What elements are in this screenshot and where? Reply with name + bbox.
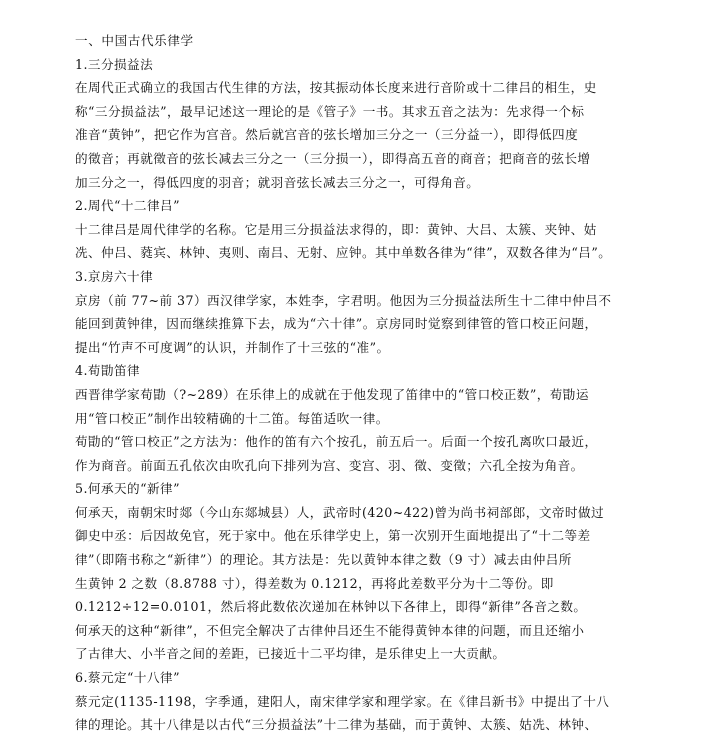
text-line: 提出“竹声不可度调”的认识，并制作了十三弦的“准”。 [75,339,390,355]
text-line: 何承天，南朝宋时郯（今山东郯城县）人，武帝时(420~422)曾为尚书祠部郎，文帝时做过 [75,504,605,520]
text-line: 何承天的这种“新律”，不但完全解决了古律仲吕还生不能得黄钟本律的问题，而且还缩小 [75,622,585,638]
text-line: 2.周代“十二律吕” [75,198,180,214]
text-line: 称“三分损益法”，最早记述这一理论的是《管子》一书。其求五音之法为：先求得一个标 [75,103,585,119]
text-line: 准音“黄钟”，把它作为宫音。然后就宫音的弦长增加三分之一（三分益一），即得低四度 [75,127,579,143]
text-line: 冼、仲吕、蕤宾、林钟、夷则、南吕、无射、应钟。其中单数各律为“律”，双数各律为“吕”。 [75,245,612,261]
text-line: 蔡元定(1135-1198，字季通，建阳人，南宋律学家和理学家。在《律吕新书》中提出了十八 [75,693,610,709]
text-line: 的徵音；再就徵音的弦长减去三分之一（三分损一），即得高五音的商音；把商音的弦长增 [75,150,591,166]
text-line: 1.三分损益法 [75,56,154,72]
text-line: 西晋律学家荀勖（?~289）在乐律上的成就在于他发现了笛律中的“管口校正数”，荀勖运 [75,386,589,402]
text-line: 在周代正式确立的我国古代生律的方法，按其振动体长度来进行音阶或十二律吕的相生，史 [75,80,597,96]
text-line: 御史中丞：后因故免官，死于家中。他在乐律学史上，第一次别开生面地提出了“十二等差 [75,528,591,544]
text-line: 用“管口校正”制作出较精确的十二笛。每笛适吹一律。 [75,410,389,426]
text-line: 京房（前 77~前 37）西汉律学家，本姓李，字君明。他因为三分损益法所生十二律中仲吕不 [75,292,612,308]
text-line: 了古律大、小半音之间的差距，已接近十二平均律，是乐律史上一大贡献。 [75,646,506,662]
text-line: 作为商音。前面五孔依次由吹孔向下排列为宫、变宫、羽、徵、变徵；六孔全按为角音。 [75,457,584,473]
text-line: 能回到黄钟律，因而继续推算下去，成为“六十律”。京房同时觉察到律管的管口校正问题， [75,316,598,332]
text-line: 加三分之一，得低四度的羽音；就羽音弦长减去三分之一，可得角音。 [75,174,480,190]
text-line: 0.1212÷12=0.0101，然后将此数依次递加在林钟以下各律上，即得“新律”各音之数。 [75,599,587,615]
text-line: 荀勖的“管口校正”之方法为：他作的笛有六个按孔，前五后一。后面一个按孔离吹口最近， [75,434,598,450]
text-line: 5.何承天的“新律” [75,481,180,497]
text-line: 3.京房六十律 [75,268,154,284]
text-line: 生黄钟 2 之数（8.8788 寸），得差数为 0.1212，再将此差数平分为十二等份。即 [75,575,554,591]
page-title: 一、中国古代乐律学 [75,33,194,48]
text-line: 6.蔡元定“十八律” [75,670,180,686]
text-line: 律的理论。其十八律是以古代“三分损益法”十二律为基础，而于黄钟、太簇、姑冼、林钟、 [75,717,598,733]
text-line: 4.荀勖笛律 [75,363,141,379]
text-line: 律”（即隋书称之“新律”）的理论。其方法是：先以黄钟本律之数（9 寸）减去由仲吕所 [75,552,572,568]
text-line: 十二律吕是周代律学的名称。它是用三分损益法求得的，即：黄钟、大吕、太簇、夹钟、姑 [75,221,597,237]
text-lines [75,53,686,737]
